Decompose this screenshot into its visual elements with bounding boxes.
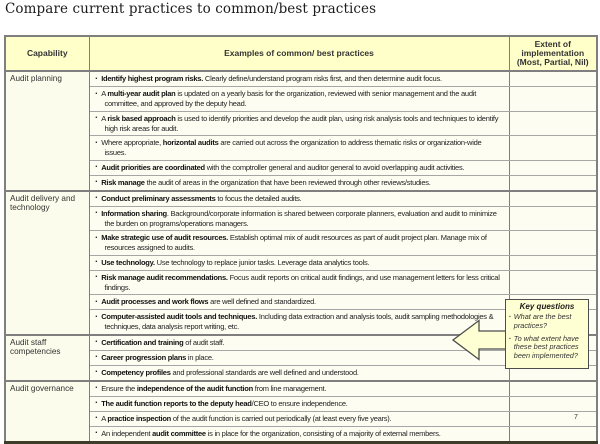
table-row bbox=[5, 136, 597, 161]
bullet-icon: ▪ bbox=[509, 335, 511, 342]
header-extent-line2: implementation bbox=[521, 48, 585, 58]
practice-cell: ▪ A practice inspection of the audit function is carried out periodically (at least every five years). bbox=[89, 411, 509, 426]
table-row bbox=[5, 270, 597, 295]
key-questions-callout bbox=[505, 299, 589, 369]
table-row bbox=[5, 206, 597, 231]
extent-cell bbox=[509, 231, 597, 256]
extent-cell bbox=[509, 191, 597, 207]
extent-cell bbox=[509, 396, 597, 411]
callout-arrow-left bbox=[452, 319, 508, 361]
extent-cell bbox=[509, 111, 597, 136]
bullet-icon: ▪ bbox=[95, 75, 98, 82]
bullet-icon: ▪ bbox=[95, 415, 98, 421]
bullet-icon: ▪ bbox=[95, 195, 98, 201]
bullet-icon: ▪ bbox=[95, 313, 98, 320]
capability-cell: Audit delivery and technology bbox=[5, 191, 89, 335]
practice-cell: ▪ Use technology. Use technology to replace junior tasks. Leverage data analytics tools. bbox=[89, 255, 509, 270]
practice-cell: ▪ A risk based approach is used to identify priorities and develop the audit plan, using risk analysis tools and techniques to identify high risk areas for audit. bbox=[89, 111, 509, 136]
bullet-icon: ▪ bbox=[95, 234, 98, 241]
practice-cell: ▪ Competency profiles and professional standards are well defined and understood. bbox=[89, 365, 509, 381]
page-number: 7 bbox=[574, 414, 578, 421]
capability-cell: Audit planning bbox=[5, 71, 89, 191]
practice-cell: ▪ Conduct preliminary assessments to focus the detailed audits. bbox=[89, 191, 509, 207]
table-row bbox=[5, 160, 597, 175]
best-practices-table bbox=[4, 35, 598, 444]
callout-item-text: What are the best practices? bbox=[513, 312, 572, 330]
bullet-icon: ▪ bbox=[95, 369, 98, 375]
header-capability: Capability bbox=[5, 36, 89, 71]
capability-cell: Audit staff competencies bbox=[5, 335, 89, 381]
extent-cell bbox=[509, 381, 597, 397]
callout-item-text: To what extent have these best practices been implemented? bbox=[513, 333, 579, 361]
extent-cell bbox=[509, 136, 597, 161]
table-row bbox=[5, 231, 597, 256]
extent-cell bbox=[509, 270, 597, 295]
header-examples: Examples of common/ best practices bbox=[89, 36, 509, 71]
extent-cell bbox=[509, 87, 597, 112]
bullet-icon: ▪ bbox=[95, 298, 98, 305]
bullet-icon: ▪ bbox=[95, 179, 98, 185]
table-row bbox=[5, 381, 597, 397]
bullet-icon: ▪ bbox=[95, 90, 98, 97]
capability-cell: Audit governance bbox=[5, 381, 89, 443]
bullet-icon: ▪ bbox=[95, 385, 98, 391]
practice-cell: ▪ Certification and training of audit staff. bbox=[89, 335, 509, 351]
bullet-icon: ▪ bbox=[95, 354, 98, 360]
table-row bbox=[5, 426, 597, 442]
bullet-icon: ▪ bbox=[95, 259, 98, 265]
extent-cell bbox=[509, 206, 597, 231]
table-row bbox=[5, 191, 597, 207]
bullet-icon: ▪ bbox=[509, 314, 511, 320]
header-extent bbox=[509, 36, 597, 71]
callout-item bbox=[509, 313, 585, 331]
table-row bbox=[5, 175, 597, 191]
practice-cell: ▪ Identify highest program risks. Clearly define/understand program risks first, and then determine audit focus. bbox=[89, 71, 509, 87]
practice-cell: ▪ Ensure the independence of the audit function from line management. bbox=[89, 381, 509, 397]
header-extent-line3: (Most, Partial, Nil) bbox=[516, 57, 589, 67]
practice-cell: ▪ An independent audit committee is in place for the organization, consisting of a majority of external members. bbox=[89, 426, 509, 442]
bullet-icon: ▪ bbox=[95, 339, 98, 345]
practice-cell: ▪ Audit processes and work flows are well defined and standardized. bbox=[89, 295, 509, 310]
table-row bbox=[5, 396, 597, 411]
bullet-icon: ▪ bbox=[95, 210, 98, 216]
practice-cell: ▪ Make strategic use of audit resources. Establish optimal mix of audit resources as part of audit project plan. Manage mix of resources assigned to audits. bbox=[89, 231, 509, 256]
callout-item bbox=[509, 335, 585, 361]
bullet-icon: ▪ bbox=[95, 115, 98, 121]
extent-cell bbox=[509, 175, 597, 191]
practice-cell: ▪ Risk manage audit recommendations. Focus audit reports on critical audit findings, and use management letters for less critical findings. bbox=[89, 270, 509, 295]
practice-cell: ▪ A multi-year audit plan is updated on a yearly basis for the organization, reviewed with senior management and the audit committee, and approved by the deputy head. bbox=[89, 87, 509, 112]
practice-cell: ▪ Computer-assisted audit tools and techniques. Including data extraction and analysis tools, audit sampling methodologies & techniques, data analysis report writing, etc. bbox=[89, 310, 509, 335]
table-row bbox=[5, 87, 597, 112]
extent-cell bbox=[509, 160, 597, 175]
header-extent-line1: Extent of bbox=[534, 39, 571, 49]
extent-cell bbox=[509, 411, 597, 426]
callout-title: Key questions bbox=[519, 302, 575, 311]
page-title: Compare current practices to common/best practices bbox=[5, 1, 377, 17]
practice-cell: ▪ The audit function reports to the deputy head/CEO to ensure independence. bbox=[89, 396, 509, 411]
table-row bbox=[5, 71, 597, 87]
extent-cell bbox=[509, 426, 597, 442]
extent-cell bbox=[509, 255, 597, 270]
practice-cell: ▪ Where appropriate, horizontal audits are carried out across the organization to address thematic risks or organization-wide issues. bbox=[89, 136, 509, 161]
table-row bbox=[5, 111, 597, 136]
practice-cell: ▪ Information sharing. Background/corporate information is shared between corporate planners, evaluation and audit to minimize the burden on programs/operations managers. bbox=[89, 206, 509, 231]
bullet-icon: ▪ bbox=[95, 430, 98, 436]
bullet-icon: ▪ bbox=[95, 400, 98, 406]
bullet-icon: ▪ bbox=[95, 164, 98, 170]
extent-cell bbox=[509, 71, 597, 87]
practice-cell: ▪ Career progression plans in place. bbox=[89, 350, 509, 365]
practice-cell: ▪ Audit priorities are coordinated with the comptroller general and auditor general to avoid overlapping audit activities. bbox=[89, 160, 509, 175]
bullet-icon: ▪ bbox=[95, 274, 98, 280]
table-row bbox=[5, 255, 597, 270]
bullet-icon: ▪ bbox=[95, 139, 98, 146]
practice-cell: ▪ Risk manage the audit of areas in the organization that have been reviewed through other reviews/studies. bbox=[89, 175, 509, 191]
header-row bbox=[5, 36, 597, 71]
table-row bbox=[5, 411, 597, 426]
